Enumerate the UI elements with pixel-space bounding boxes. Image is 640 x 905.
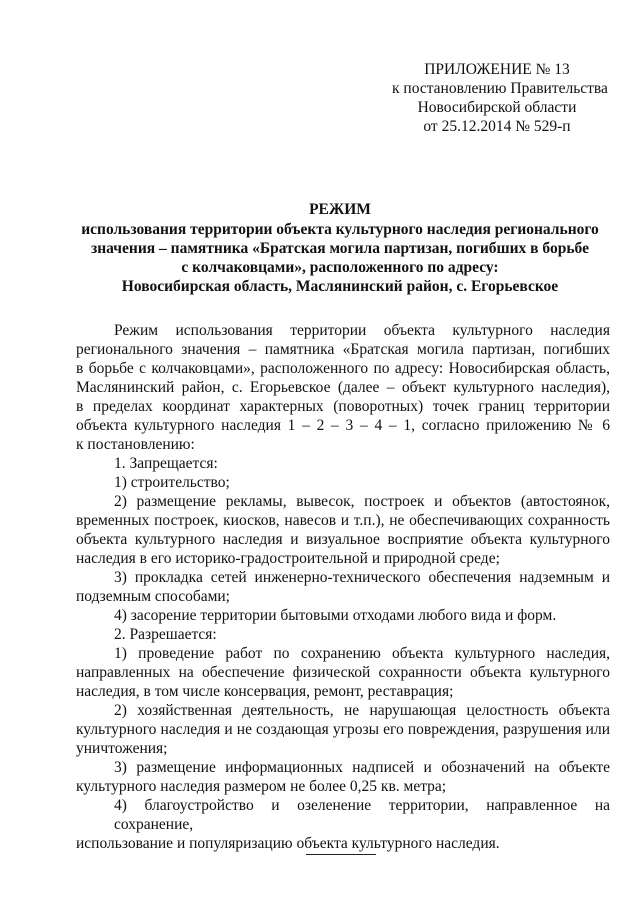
document-body xyxy=(76,321,610,853)
text-line: наследия в его историко-градостроительной и природной среде; xyxy=(76,550,500,567)
title-main: РЕЖИМ xyxy=(309,201,371,218)
text-line: использование и популяризацию объекта культурного наследия. xyxy=(76,835,500,852)
text-line: культурного наследия и не создающая угрозы его повреждения, разрушения или xyxy=(76,721,610,738)
title-line: значения – памятника «Братская могила партизан, погибших в борьбе xyxy=(91,240,589,257)
text-line: объекта культурного наследия и визуальное восприятие объекта культурного xyxy=(76,531,610,548)
text-line: 4) благоустройство и озеленение территории, направленное на сохранение, xyxy=(114,797,610,833)
appendix-header xyxy=(392,60,608,136)
section-heading-permitted: 2. Разрешается: xyxy=(114,626,217,643)
text-line: в пределах координат характерных (поворотных) точек границ территории xyxy=(76,398,610,415)
text-line: направленных на обеспечение физической сохранности объекта культурного xyxy=(76,664,610,681)
text-line: 3) прокладка сетей инженерно-технического обеспечения надземным и xyxy=(114,569,610,586)
text-line: Режим использования территории объекта культурного наследия xyxy=(114,322,610,339)
text-line: к постановлению: xyxy=(76,436,195,453)
title-line: использования территории объекта культурного наследия регионального xyxy=(81,221,599,238)
text-line: Маслянинский район, с. Егорьевское (далее – объект культурного наследия), xyxy=(76,379,610,396)
end-divider xyxy=(306,854,376,855)
list-item xyxy=(76,473,610,492)
appendix-number: ПРИЛОЖЕНИЕ № 13 xyxy=(424,61,570,78)
text-line: подземным способами; xyxy=(76,588,230,605)
text-line: в борьбе с колчаковцами», расположенного по адресу: Новосибирская область, xyxy=(76,360,610,377)
document-title xyxy=(70,200,610,296)
list-item xyxy=(76,644,610,701)
appendix-date: от 25.12.2014 № 529-п xyxy=(423,118,571,135)
text-line: 2) размещение рекламы, вывесок, построек и объектов (автостоянок, xyxy=(114,493,610,510)
text-line: наследия, в том числе консервация, ремонт, реставрация; xyxy=(76,683,454,700)
list-item xyxy=(76,796,610,853)
text-line: 1) строительство; xyxy=(114,474,230,491)
text-line: временных построек, киосков, навесов и т.п.), не обеспечивающих сохранность xyxy=(76,512,610,529)
appendix-region: Новосибирской области xyxy=(417,99,577,116)
text-line: культурного наследия размером не более 0,25 кв. метра; xyxy=(76,778,447,795)
title-line: Новосибирская область, Маслянинский район, с. Егорьевское xyxy=(121,278,559,295)
list-item xyxy=(76,568,610,606)
text-line: регионального значения – памятника «Братская могила партизан, погибших xyxy=(76,341,610,358)
text-line: уничтожения; xyxy=(76,740,168,757)
list-item xyxy=(76,758,610,796)
section-heading-prohibited: 1. Запрещается: xyxy=(114,455,218,472)
title-line: с колчаковцами», расположенного по адресу: xyxy=(181,259,499,276)
list-item xyxy=(76,606,610,625)
appendix-reference: к постановлению Правительства xyxy=(392,80,608,97)
intro-paragraph xyxy=(76,321,610,454)
text-line: 2) хозяйственная деятельность, не нарушающая целостность объекта xyxy=(114,702,610,719)
text-line: объекта культурного наследия 1 – 2 – 3 – 4 – 1, согласно приложению № 6 xyxy=(76,417,610,434)
list-item xyxy=(76,701,610,758)
list-item xyxy=(76,492,610,568)
text-line: 1) проведение работ по сохранению объекта культурного наследия, xyxy=(114,645,610,662)
text-line: 4) засорение территории бытовыми отходами любого вида и форм. xyxy=(114,607,557,624)
text-line: 3) размещение информационных надписей и обозначений на объекте xyxy=(114,759,610,776)
